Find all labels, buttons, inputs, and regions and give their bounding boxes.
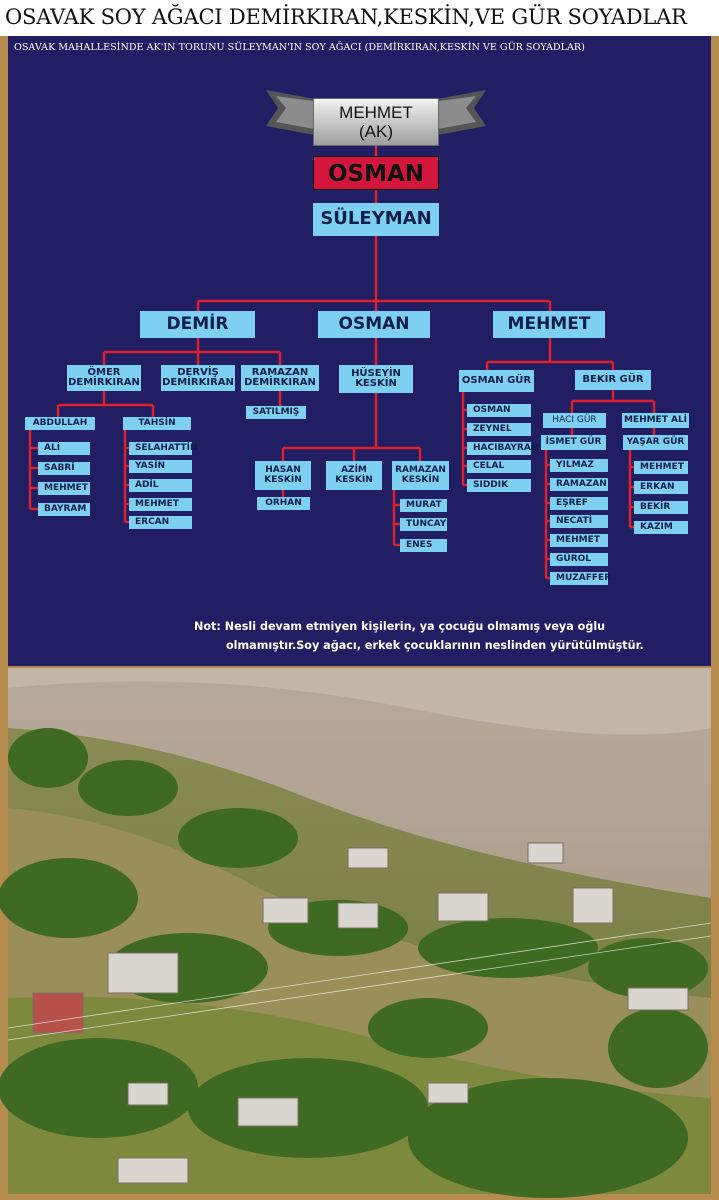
ramazan-k-surname: KESKİN — [401, 474, 440, 485]
dervis-surname: DEMİRKIRAN — [162, 377, 234, 388]
osman-gur: OSMAN GÜR — [459, 370, 534, 392]
ismet-child-muzaffer: MUZAFFER — [550, 572, 608, 585]
son-demir: DEMİR — [140, 311, 255, 338]
gen2-osman: OSMAN — [313, 156, 439, 190]
root-name: MEHMET — [339, 103, 413, 122]
yasar-child-kazim: KAZIM — [634, 521, 688, 534]
mehmet-ali: MEHMET ALİ — [622, 413, 689, 428]
tahsin: TAHSİN — [123, 417, 191, 430]
panel-subtitle: OSAVAK MAHALLESİNDE AK'IN TORUNU SÜLEYMAN'IN SOY AĞACI (DEMİRKIRAN,KESKİN VE GÜR SOYADLAR) — [14, 42, 585, 53]
tahsin-child-mehmet: MEHMET — [129, 498, 192, 511]
haci-gur: HACI GÜR — [543, 413, 606, 428]
satilmis: SATILMIŞ — [246, 406, 306, 419]
tahsin-child-selahattin: SELAHATTİN — [129, 442, 192, 455]
footnote-line-1: Not: Nesli devam etmiyen kişilerin, ya çocuğu olmamış veya oğlu — [194, 620, 606, 633]
ismet-child-necati: NECATİ — [550, 515, 608, 528]
hasan-surname: KESKİN — [264, 474, 302, 485]
ismet-child-yilmaz: YILMAZ — [550, 459, 608, 472]
tahsin-child-ercan: ERCAN — [129, 516, 192, 529]
osman-gur-child-osman: OSMAN — [467, 404, 531, 417]
azim-surname: KESKİN — [335, 474, 373, 485]
hasan-name: HASAN — [265, 465, 301, 476]
ramazan-child-tuncay: TUNCAY — [400, 518, 447, 531]
footnote-line-2: olmamıştır.Soy ağacı, erkek çocuklarının neslinden yürütülmüştür. — [226, 639, 644, 652]
left-ribbon-decoration — [266, 90, 320, 136]
dervis-name: DERVİŞ — [177, 366, 219, 378]
omer-surname: DEMİRKIRAN — [68, 377, 140, 388]
son-osman: OSMAN — [318, 311, 430, 338]
root-surname: (AK) — [359, 122, 393, 141]
huseyin-keskin — [339, 365, 413, 393]
yasar-child-bekir: BEKİR — [634, 501, 688, 514]
yasar-gur: YAŞAR GÜR — [623, 435, 688, 450]
abdullah: ABDULLAH — [25, 417, 95, 430]
ismet-child-ramazan: RAMAZAN — [550, 478, 608, 491]
azim-name: AZİM — [341, 465, 367, 476]
ramazan-child-enes: ENES — [400, 539, 447, 552]
footnote — [194, 617, 714, 655]
abdullah-child-ali: ALİ — [38, 442, 90, 455]
yasar-child-erkan: ERKAN — [634, 481, 688, 494]
right-ribbon-decoration — [432, 90, 486, 136]
ismet-child-esref: EŞREF — [550, 497, 608, 510]
bekir-gur: BEKİR GÜR — [575, 370, 651, 390]
tahsin-child-yasin: YASİN — [129, 460, 192, 473]
dervis-demirkiran — [161, 365, 235, 391]
omer-name: ÖMER — [87, 366, 121, 378]
azim-keskin — [326, 461, 382, 490]
hasan-child-orhan: ORHAN — [257, 497, 310, 510]
osman-gur-child-hacibayram: HACIBAYRAM — [467, 442, 531, 455]
ismet-gur: İSMET GÜR — [541, 435, 606, 450]
ramazan-keskin — [392, 461, 449, 490]
ismet-child-mehmet: MEHMET — [550, 534, 608, 547]
hasan-keskin — [255, 461, 311, 490]
son-mehmet: MEHMET — [493, 311, 605, 338]
gen3-suleyman: SÜLEYMAN — [313, 203, 439, 236]
abdullah-child-mehmet: MEHMET — [38, 482, 90, 495]
ismet-child-gurol: GÜROL — [550, 553, 608, 566]
ramazan-k-name: RAMAZAN — [395, 465, 446, 476]
ramazan-demirkiran — [241, 365, 319, 391]
huseyin-surname: KESKİN — [355, 378, 397, 389]
osman-gur-child-zeynel: ZEYNEL — [467, 423, 531, 436]
huseyin-name: HÜSEYİN — [351, 367, 401, 379]
osman-gur-child-siddik: SIDDIK — [467, 479, 531, 492]
abdullah-child-bayram: BAYRAM — [38, 503, 90, 516]
ramazan-d-name: RAMAZAN — [251, 366, 309, 378]
page-title: OSAVAK SOY AĞACI DEMİRKIRAN,KESKİN,VE GÜR SOYADLAR — [5, 5, 687, 29]
omer-demirkiran — [67, 365, 141, 391]
village-landscape-photo — [8, 668, 711, 1194]
ramazan-d-surname: DEMİRKIRAN — [244, 377, 316, 388]
tahsin-child-adil: ADİL — [129, 479, 192, 492]
osman-gur-child-celal: CELAL — [467, 460, 531, 473]
root-ancestor-mehmet-ak — [313, 98, 439, 146]
yasar-child-mehmet: MEHMET — [634, 461, 688, 474]
abdullah-child-sabri: SABRİ — [38, 462, 90, 475]
ramazan-child-murat: MURAT — [400, 499, 447, 512]
